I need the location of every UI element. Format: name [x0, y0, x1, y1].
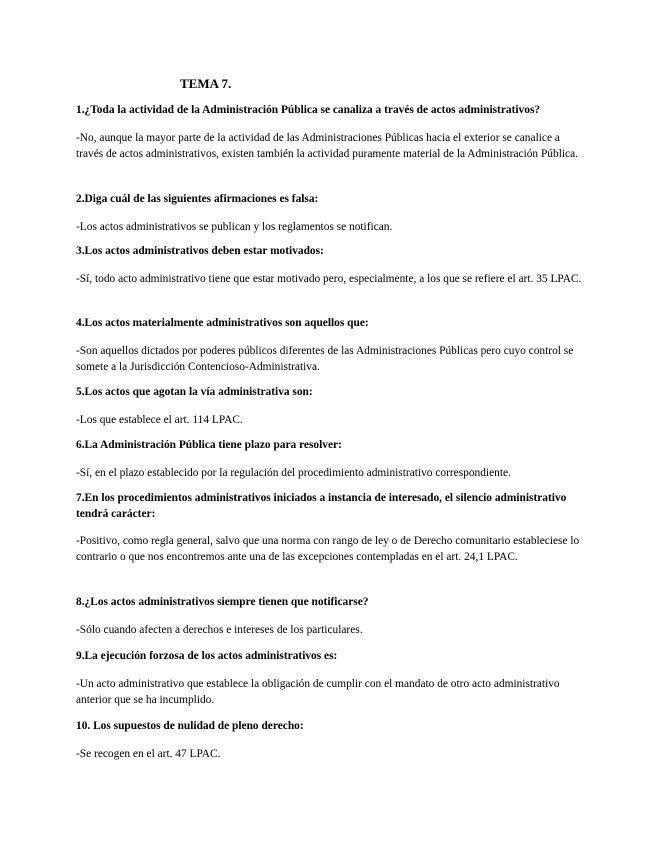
- qa-item-2: [76, 191, 586, 235]
- question-2: 2.Diga cuál de las siguientes afirmaciones es falsa:: [76, 193, 319, 205]
- answer-3: -Sí, todo acto administrativo tiene que estar motivado pero, especialmente, a los que se refiere el art. 35 LPAC.: [76, 273, 582, 285]
- answer-6: -Sí, en el plazo establecido por la regulación del procedimiento administrativo correspondiente.: [76, 467, 511, 479]
- qa-item-6: [76, 437, 586, 481]
- question-8: 8.¿Los actos administrativos siempre tienen que notificarse?: [76, 596, 369, 608]
- question-3: 3.Los actos administrativos deben estar motivados:: [76, 245, 324, 257]
- answer-8: -Sólo cuando afecten a derechos e intereses de los particulares.: [76, 624, 363, 636]
- qa-item-10: [76, 718, 586, 762]
- qa-item-5: [76, 384, 586, 428]
- qa-item-7: [76, 490, 586, 565]
- answer-10: -Se recogen en el art. 47 LPAC.: [76, 748, 221, 760]
- qa-item-4: [76, 315, 586, 375]
- question-4: 4.Los actos materialmente administrativos son aquellos que:: [76, 317, 369, 329]
- qa-item-8: [76, 594, 586, 638]
- answer-1: -No, aunque la mayor parte de la actividad de las Administraciones Públicas hacia el exterior se canalice a través de actos administrativos, existen también la actividad puramente material de la Administración Pública.: [76, 132, 578, 160]
- qa-item-3: [76, 243, 586, 287]
- qa-item-1: [76, 102, 586, 162]
- question-5: 5.Los actos que agotan la vía administrativa son:: [76, 386, 313, 398]
- document-title: TEMA 7.: [180, 76, 232, 91]
- question-1: 1.¿Toda la actividad de la Administración Pública se canaliza a través de actos administrativos?: [76, 104, 541, 116]
- answer-9: -Un acto administrativo que establece la obligación de cumplir con el mandato de otro acto administrativo anterior que se ha incumplido.: [76, 678, 560, 706]
- answer-4: -Son aquellos dictados por poderes públicos diferentes de las Administraciones Públicas pero cuyo control se somete a la Jurisdicción Contencioso-Administrativa.: [76, 345, 574, 373]
- question-6: 6.La Administración Pública tiene plazo para resolver:: [76, 439, 342, 451]
- question-9: 9.La ejecución forzosa de los actos administrativos es:: [76, 650, 338, 662]
- answer-2: -Los actos administrativos se publican y los reglamentos se notifican.: [76, 221, 393, 233]
- answer-7: -Positivo, como regla general, salvo que una norma con rango de ley o de Derecho comunitario estableciese lo contrario o que nos encontremos ante una de las excepciones contempladas en el art. 24,1 LPAC.: [76, 535, 580, 563]
- qa-item-9: [76, 648, 586, 708]
- answer-5: -Los que establece el art. 114 LPAC.: [76, 414, 243, 426]
- question-10: 10. Los supuestos de nulidad de pleno derecho:: [76, 720, 304, 732]
- question-7: 7.En los procedimientos administrativos iniciados a instancia de interesado, el silencio administrativo tendrá carácter:: [76, 492, 567, 520]
